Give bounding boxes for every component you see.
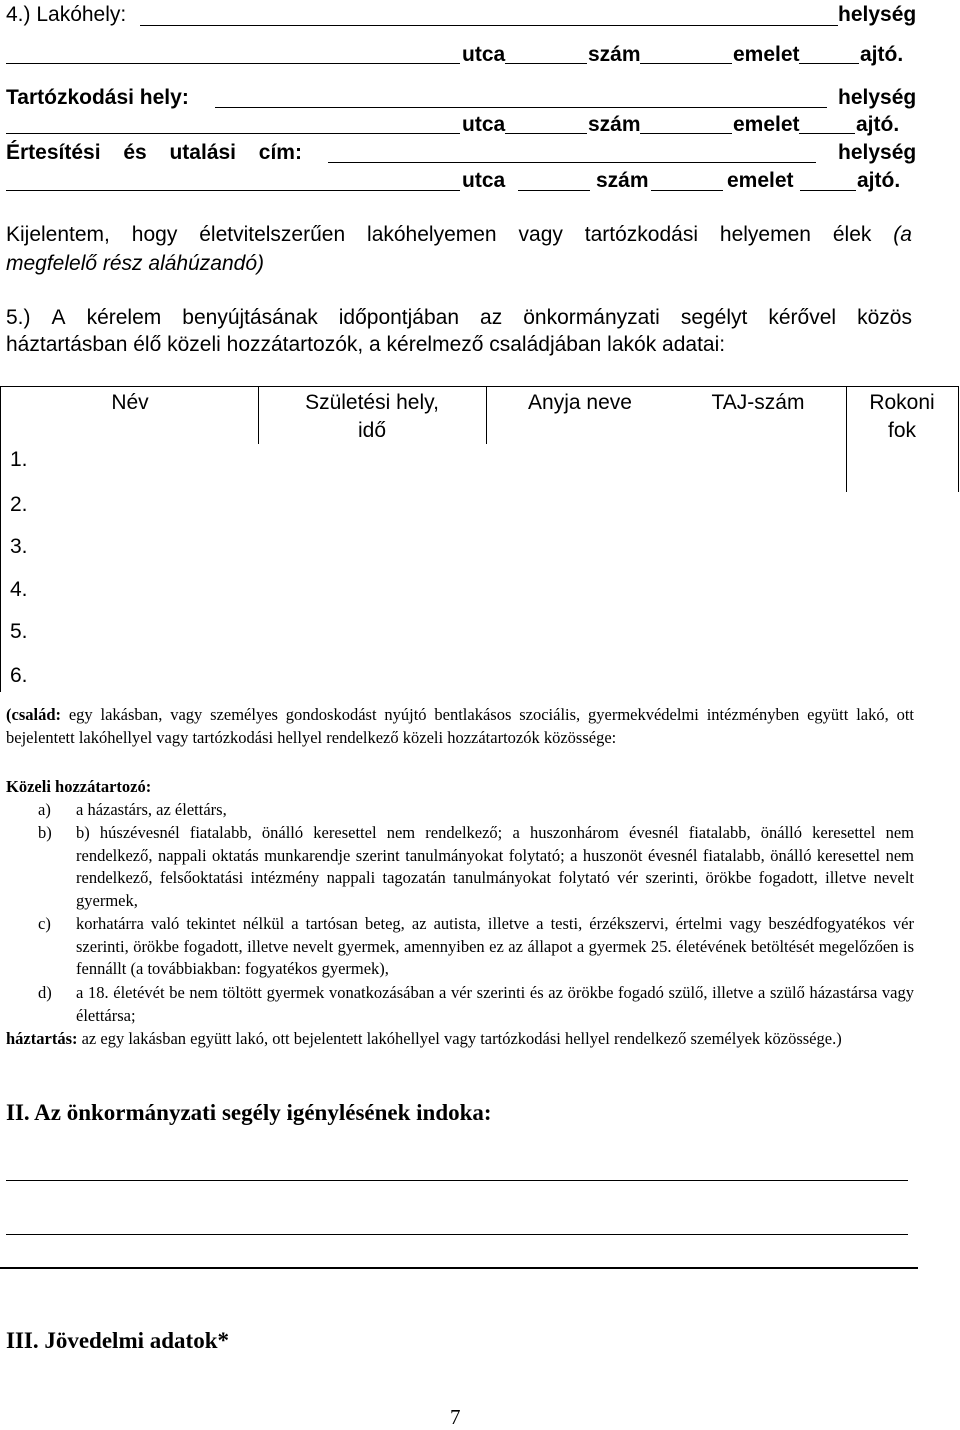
lakohely-utca-field[interactable] — [505, 63, 587, 64]
szam-label: szám — [588, 113, 641, 136]
table-divider — [846, 386, 847, 492]
tartozkodasi-emelet-field[interactable] — [799, 133, 855, 134]
table-row-number: 5. — [10, 620, 28, 643]
table-left-border — [0, 386, 1, 692]
kozeli-list — [0, 799, 960, 1028]
tartozkodasi-street-field[interactable] — [6, 133, 460, 134]
emelet-label: emelet — [733, 43, 800, 66]
ajto-label: ajtó. — [857, 169, 901, 192]
tartozkodasi-helyseg-field[interactable] — [215, 107, 827, 108]
column-header-anyja-neve: Anyja neve — [528, 391, 632, 414]
page-number: 7 — [450, 1405, 461, 1429]
section-2-title: II. Az önkormányzati segély igénylésének indoka: — [6, 1100, 492, 1125]
list-item: c) korhatárra való tekintet nélkül a tartósan beteg, az autista, illetve a testi, érzékszervi, értelmi vagy beszédfogyatékos vér szerinti, örökbe fogadott, illetve nevelt gyermek, amennyiben ez az állapot a gyermek 25. életévének betöltését megelőzően is fennállt (a továbbiakban: fogyatékos gyermek), — [38, 914, 914, 979]
table-divider — [258, 386, 259, 444]
ertesitesi-utca-field[interactable] — [518, 190, 590, 191]
haztartas-definition: háztartás: az egy lakásban együtt lakó, ott bejelentett lakóhellyel vagy tartózkodási hellyel rendelkező személyek közössége.) — [6, 1029, 842, 1048]
emelet-label: emelet — [727, 169, 794, 192]
lakohely-street-field[interactable] — [6, 63, 460, 64]
kozeli-hozzatartozo-heading: Közeli hozzátartozó: — [6, 777, 152, 796]
ajto-label: ajtó. — [860, 43, 904, 66]
column-header-szuletesi: Születési hely, idő — [305, 391, 439, 442]
table-row-number: 3. — [10, 535, 28, 558]
section5-line-2: háztartásban élő közeli hozzátartozók, a kérelmező családjában lakók adatai: — [6, 333, 726, 356]
szam-label: szám — [596, 169, 649, 192]
helyseg-label: helység — [838, 86, 917, 109]
emelet-label: emelet — [733, 113, 800, 136]
indoka-line-2[interactable] — [6, 1234, 908, 1235]
column-header-taj: TAJ-szám — [711, 391, 805, 414]
declaration-line-2: megfelelő rész aláhúzandó) — [6, 252, 264, 275]
table-row-number: 6. — [10, 664, 28, 687]
csalad-definition: (család: egy lakásban, vagy személyes gondoskodást nyújtó bentlakásos szociális, gyermekvédelmi intézményben együtt lakó, ott bejelentett lakóhellyel vagy tartózkodási hellyel rendelkező közeli hozzátartozók közössége: — [6, 705, 914, 747]
declaration-line-1: Kijelentem, hogy életvitelszerűen lakóhelyemen vagy tartózkodási helyemen élek (a — [6, 223, 912, 246]
tartozkodasi-szam-field[interactable] — [640, 133, 732, 134]
list-item: b) b) húszévesnél fiatalabb, önálló keresettel nem rendelkező; a huszonhárom évesnél fiatalabb, önálló keresettel nem rendelkező, nappali oktatás munkarendje szerint tanulmányokat folytató; a huszonöt évesnél fiatalabb, önálló keresettel nem rendelkező, felsőoktatási intézmény nappali tagozatán tanulmányokat folytató vér szerinti, örökbe fogadott, illetve nevelt gyermek, — [38, 823, 914, 910]
column-header-rokoni-fok: Rokoni fok — [869, 391, 935, 442]
indoka-line-3[interactable] — [0, 1267, 918, 1269]
table-row-number: 1. — [10, 448, 28, 471]
utca-label: utca — [462, 169, 506, 192]
lakohely-helyseg-field[interactable] — [140, 25, 838, 26]
table-row-number: 2. — [10, 493, 28, 516]
table-row-number: 4. — [10, 578, 28, 601]
ajto-label: ajtó. — [856, 113, 900, 136]
indoka-line-1[interactable] — [6, 1180, 908, 1181]
section-3-title: III. Jövedelmi adatok* — [6, 1328, 229, 1353]
list-item: a) a házastárs, az élettárs, — [38, 800, 227, 819]
table-top-border — [0, 386, 958, 387]
utca-label: utca — [462, 43, 506, 66]
ertesitesi-street-field[interactable] — [6, 190, 460, 191]
tartozkodasi-utca-field[interactable] — [505, 133, 587, 134]
lakohely-label: 4.) Lakóhely: — [6, 3, 127, 26]
ertesitesi-szam-field[interactable] — [651, 190, 723, 191]
column-header-nev: Név — [111, 391, 149, 414]
list-item: d) a 18. életévét be nem töltött gyermek vonatkozásában a vér szerinti és az örökbe fogadó szülő, illetve a szülő házastársa vagy élettársa; — [38, 983, 914, 1025]
table-right-border — [958, 386, 959, 492]
lakohely-szam-field[interactable] — [640, 63, 732, 64]
helyseg-label: helység — [838, 3, 917, 26]
section5-line-1: 5.) A kérelem benyújtásának időpontjában az önkormányzati segélyt kérővel közös — [6, 306, 912, 329]
ertesitesi-label: Értesítési és utalási cím: — [6, 141, 302, 164]
tartozkodasi-label: Tartózkodási hely: — [6, 86, 189, 109]
helyseg-label: helység — [838, 141, 917, 164]
ertesitesi-emelet-field[interactable] — [800, 190, 856, 191]
szam-label: szám — [588, 43, 641, 66]
lakohely-emelet-field[interactable] — [799, 63, 859, 64]
table-divider — [486, 386, 487, 444]
utca-label: utca — [462, 113, 506, 136]
ertesitesi-helyseg-field[interactable] — [328, 162, 816, 163]
